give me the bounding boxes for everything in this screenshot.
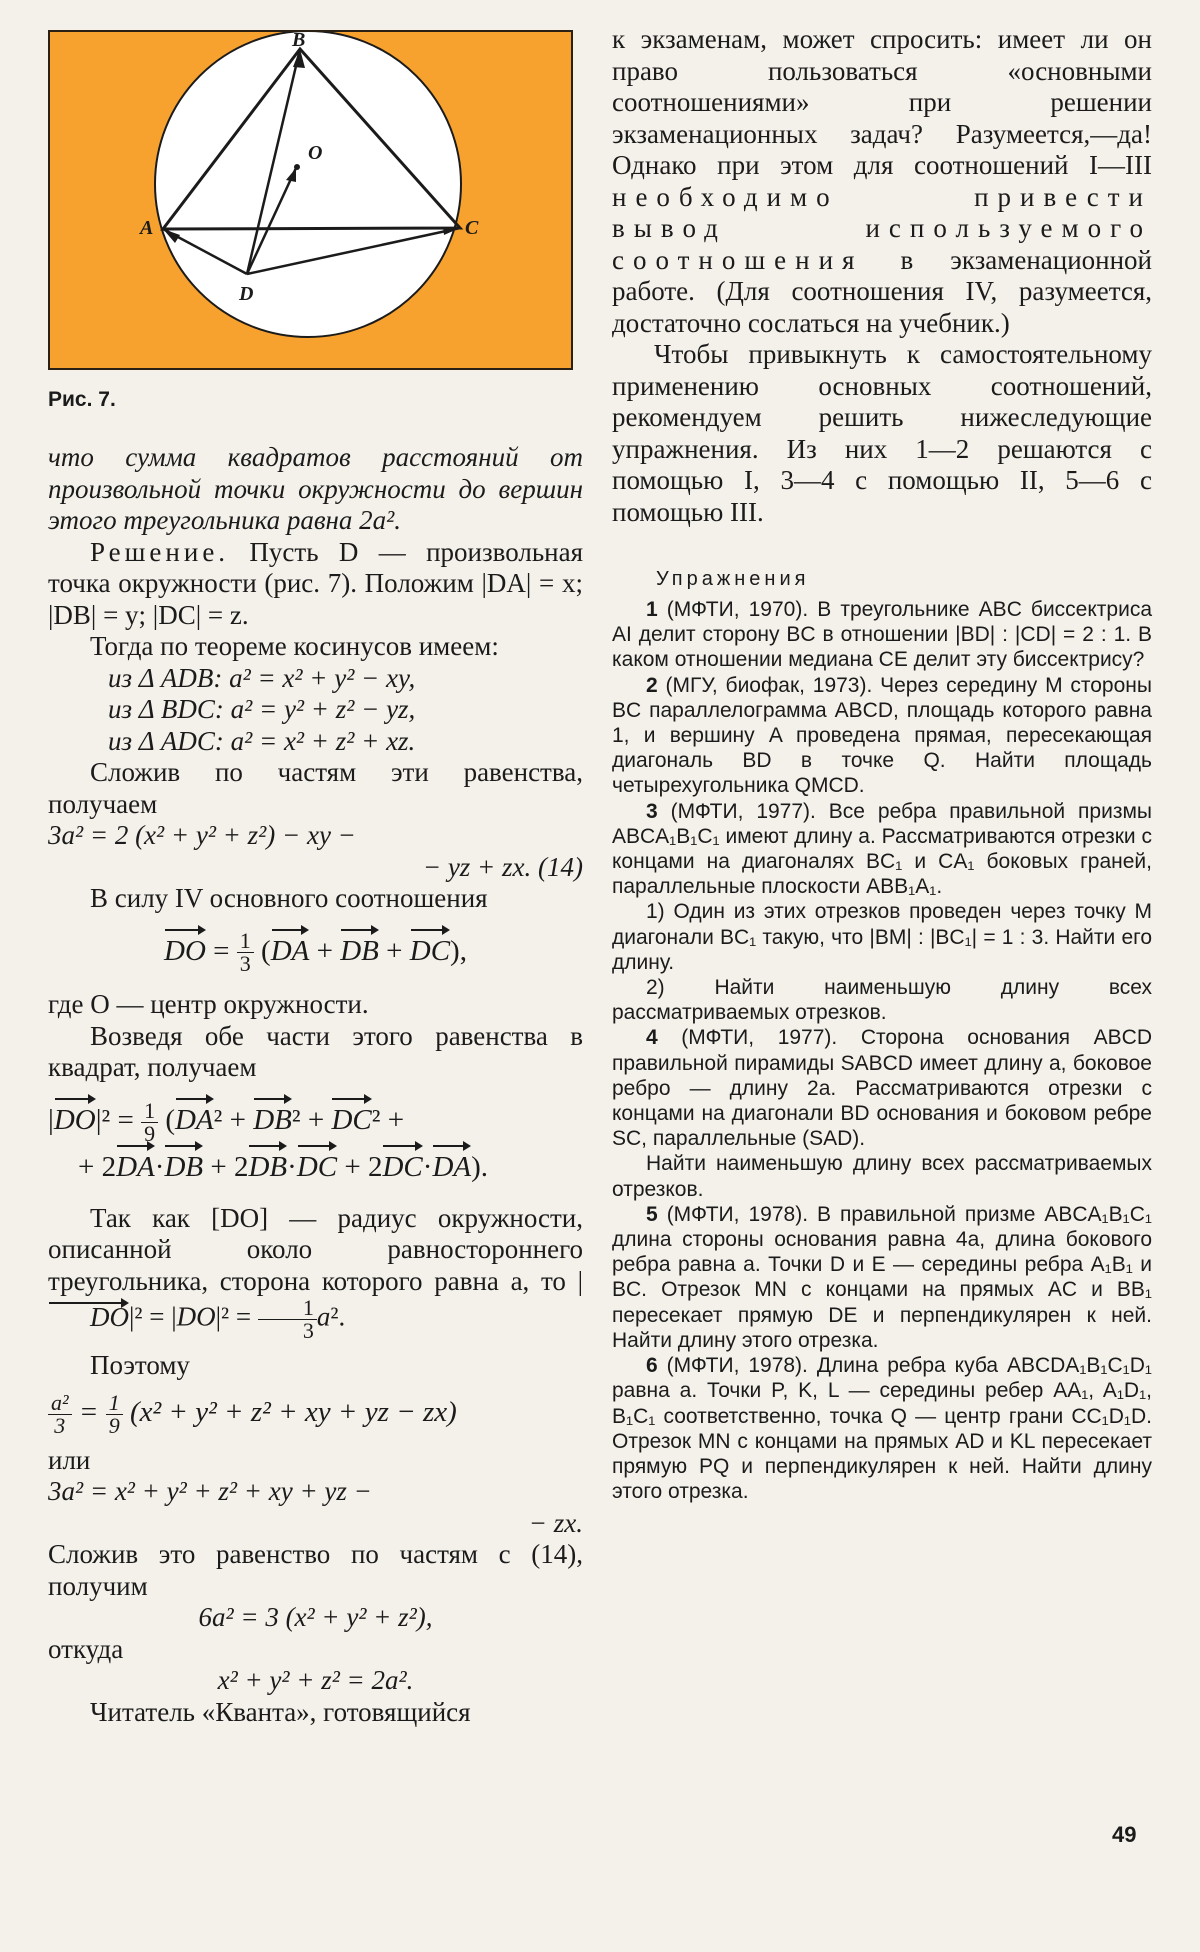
- exercise-2: 2 (МГУ, биофак, 1973). Через середину M стороны BC параллелограмма ABCD, площадь которого равна 1, и вершину A проведена прямая, пересекающая диагональ BD в точке Q. Найти площадь четырехугольника QMCD.: [612, 673, 1152, 798]
- circumcircle: [155, 32, 461, 337]
- right-column: [612, 24, 1152, 1504]
- eq-bdc: из Δ BDC: a² = y² + z² − yz,: [108, 694, 416, 724]
- figure-7: [48, 30, 573, 370]
- exercise-3-sub1: 1) Один из этих отрезков проведен через точку M диагонали BC₁ такую, что |BM| : |BC₁| = 1 : 3. Найти его длину.: [612, 900, 1152, 974]
- square-text: Возведя обе части этого равенства в квадрат, получаем: [48, 1020, 583, 1083]
- eq-or-line1: 3a² = x² + y² + z² + xy + yz −: [48, 1476, 372, 1507]
- left-column: [48, 30, 583, 1728]
- exercise-4: 4 (МФТИ, 1977). Сторона основания ABCD правильной пирамиды SABCD имеет длину a, боковое ребро — длину 2a. Рассматриваются отрезки с концами на диагонали BD основания и боковом ребре SC, параллельные (SAD).: [612, 1026, 1152, 1151]
- eq-or-line2: − zx.: [528, 1507, 583, 1538]
- exercise-5: 5 (МФТИ, 1978). В правильной призме ABCA₁B₁C₁ длина стороны основания равна 4a, длина бокового ребра равна a. Точки D и E — середины ребра A₁B₁ и BC. Отрезок MN с концами на прямых AC и BB₁ пересекает прямую DE и перпендикулярен к ней. Найти длину этого отрезка.: [612, 1202, 1152, 1352]
- circle-triangle-diagram: [50, 32, 571, 368]
- fraction-equation: $\frac{\text{a²}}{3}$ = $\frac{1}{9}$ (x² + y² + z² + xy + yz − zx): [48, 1390, 583, 1437]
- exercise-3: 3 (МФТИ, 1977). Все ребра правильной призмы ABCA₁B₁C₁ имеют длину a. Рассматриваются отрезки с концами на диагоналях BC₁ и CA₁ боковых граней, параллельные плоскости ABB₁A₁.: [612, 799, 1152, 899]
- therefore-text: Поэтому: [90, 1350, 190, 1381]
- cosine-intro: Тогда по теореме косинусов имеем:: [90, 631, 499, 661]
- eq-final: x² + y² + z² = 2a².: [217, 1665, 414, 1696]
- iv-text: В силу IV основного соотношения: [90, 883, 488, 913]
- eq-6a: 6a² = 3 (x² + y² + z²),: [198, 1602, 433, 1633]
- eq-adc: из Δ ADC: a² = x² + z² + xz.: [108, 725, 416, 756]
- whence-text: откуда: [48, 1633, 124, 1664]
- eq14-line1: 3a² = 2 (x² + y² + z²) − xy −: [48, 820, 356, 850]
- where-text: где O — центр окружности.: [48, 989, 369, 1020]
- intro-text: что сумма квадратов расстояний от произвольной точки окружности до вершин этого треугольника равна 2a².: [48, 442, 583, 535]
- page-number: 49: [1112, 1822, 1137, 1847]
- right-para2: Чтобы привыкнуть к самостоятельному применению основных соотношений, рекомендуем решить нижеследующие упражнения. Из них 1—2 решаются с помощью I, 3—4 с помощью II, 5—6 с помощью III.: [612, 339, 1152, 527]
- center-point-o: [294, 164, 300, 170]
- reader-text: Читатель «Кванта», готовящийся: [90, 1696, 471, 1727]
- exercise-3-sub2: 2) Найти наименьшую длину всех рассматриваемых отрезков.: [612, 976, 1152, 1025]
- squared-equation: |DO|² = $\frac{1}{9}$ (DA² + DB² + DC² + + 2DA·DB + 2DB·DC + 2DC·DA).: [48, 1098, 583, 1189]
- exercise-1: 1 (МФТИ, 1970). В треугольнике ABC биссектриса AI делит сторону BC в отношении |BD| : |CD| = 2 : 1. В каком отношении медиана CE делит эту биссектрису?: [612, 598, 1152, 672]
- figure-caption: Рис. 7.: [48, 388, 116, 411]
- label-a: A: [140, 217, 154, 239]
- label-c: C: [465, 217, 479, 239]
- label-o: O: [308, 142, 323, 164]
- label-b: B: [292, 32, 306, 51]
- since-text: Так как [DO] — радиус окружности, описанной около равностороннего треугольника, сторона которого равна a, то |DO|² = |DO|² = $\frac{1}{3}$ a².: [48, 1202, 583, 1344]
- or-text: или: [48, 1444, 91, 1475]
- eq-adb: из Δ ADB: a² = x² + y² − xy,: [108, 662, 416, 693]
- solution-text: Пусть D — произвольная точка окружности (рис. 7). Положим |DA| = x; |DB| = y; |DC| = z.: [48, 536, 583, 630]
- sum-text: Сложив по частям эти равенства, получаем: [48, 757, 583, 819]
- add-text: Сложив это равенство по частям с (14), получим: [48, 1539, 583, 1601]
- exercise-4-sub1: Найти наименьшую длину всех рассматриваемых отрезков.: [612, 1152, 1152, 1201]
- exercises-list: [612, 597, 1152, 1504]
- right-para1: к экзаменам, может спросить: имеет ли он право пользоваться «основными соотношениями» при решении экзаменационных задач? Разумеется,—да! Однако при этом для соотношений I—III необходимо привести вывод используемого соотношения в экзаменационной работе. (Для соотношения IV, разумеется, достаточно сослаться на учебник.): [612, 24, 1152, 338]
- vector-equation: DO = $\frac{1}{3}$ (DA + DB + DC),: [164, 928, 467, 977]
- label-d: D: [239, 283, 254, 305]
- exercises-heading: Упражнения: [656, 568, 810, 590]
- solution-label: Решение.: [90, 536, 230, 567]
- eq14-line2: − yz + zx. (14): [422, 851, 583, 882]
- exercise-6: 6 (МФТИ, 1978). Длина ребра куба ABCDA₁B₁C₁D₁ равна a. Точки P, K, L — середины ребер AA₁, A₁D₁, B₁C₁ соответственно, точка Q — центр грани CC₁D₁D. Отрезок MN с концами на прямых AD и KL пересекает прямую PQ и перпендикулярен к ней. Найти длину этого отрезка.: [612, 1354, 1152, 1504]
